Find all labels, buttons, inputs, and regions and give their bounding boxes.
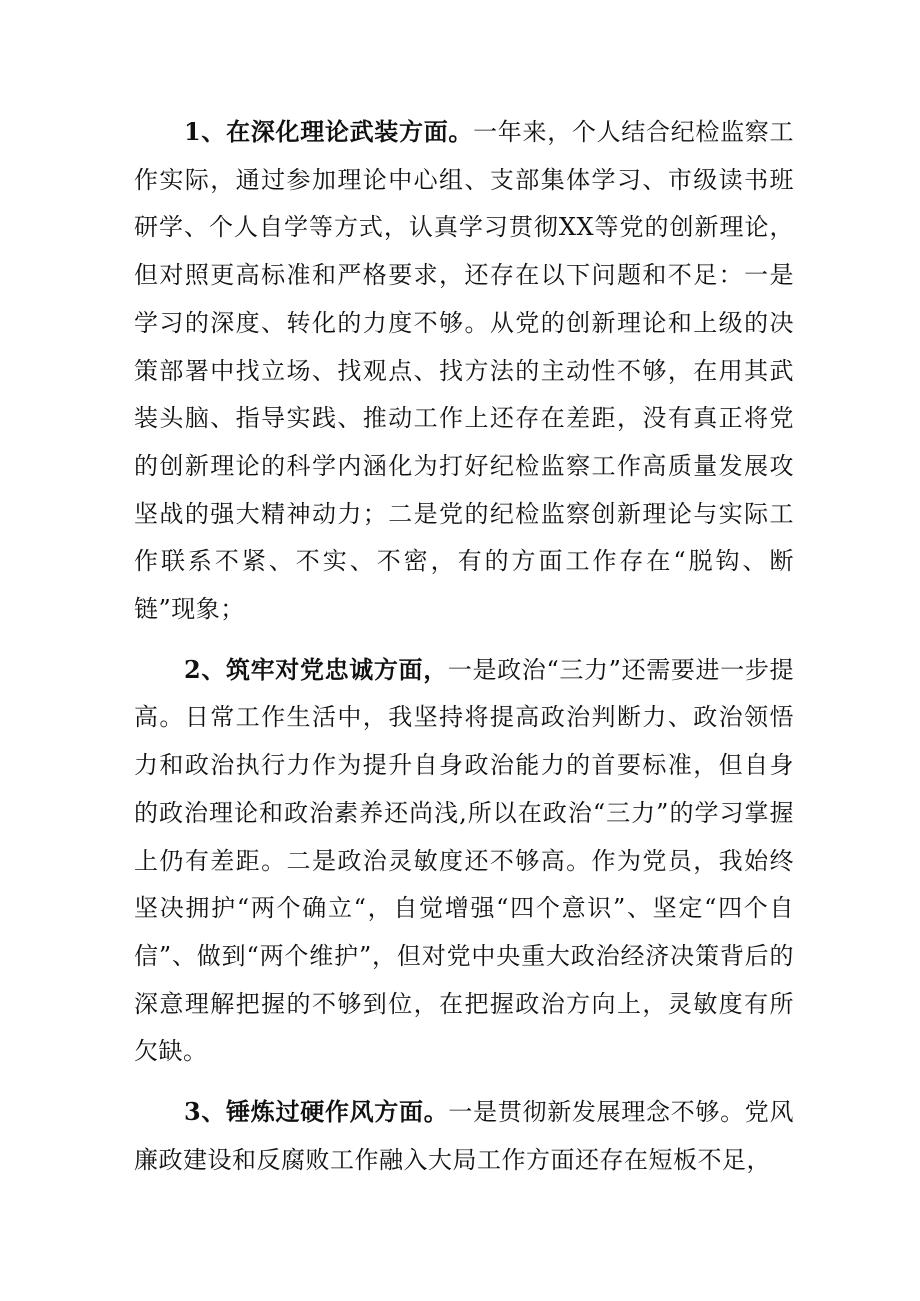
paragraph-style: [134, 1088, 794, 1184]
paragraph-loyalty: [134, 646, 794, 1076]
paragraph-text: 一是贯彻新发展理念不够。党风廉政建设和反腐败工作融入大局工作方面还存在短板不足，: [134, 1098, 795, 1174]
paragraph-heading: 1、在深化理论武装方面。: [184, 117, 474, 146]
paragraph-gap: [134, 1076, 794, 1088]
document-body: [134, 108, 794, 1184]
paragraph-theory: [134, 108, 794, 634]
paragraph-heading: 2、筑牢对党忠诚方面，: [184, 654, 448, 684]
paragraph-gap: [134, 634, 794, 646]
paragraph-text: 一年来，个人结合纪检监察工作实际，通过参加理论中心组、支部集体学习、市级读书班研学、个人自学等方式，认真学习贯彻XX等党的创新理论，但对照更高标准和严格要求，还存在以下问题和不足：一是学习的深度、转化的力度不够。从党的创新理论和上级的决策部署中找立场、找观点、找方法的主动性不够，在用其武装头脑、指导实践、推动工作上还存在差距，没有真正将党的创新理论的科学内涵化为打好纪检监察工作高质量发展攻坚战的强大精神动力；二是党的纪检监察创新理论与实际工作联系不紧、不实、不密，有的方面工作存在“脱钩、断链”现象；: [134, 118, 795, 624]
paragraph-heading: 3、锤炼过硬作风方面。: [184, 1097, 449, 1127]
paragraph-text: 一是政治“三力”还需要进一步提高。日常工作生活中，我坚持将提高政治判断力、政治领悟力和政治执行力作为提升自身政治能力的首要标准，但自身的政治理论和政治素养还尚浅,所以在政治“三力”的学习掌握上仍有差距。二是政治灵敏度还不够高。作为党员，我始终坚决拥护“两个确立“，自觉增强“四个意识”、坚定“四个自信”、做到“两个维护”，但对党中央重大政治经济决策背后的深意理解把握的不够到位，在把握政治方向上，灵敏度有所欠缺。: [134, 655, 794, 1066]
